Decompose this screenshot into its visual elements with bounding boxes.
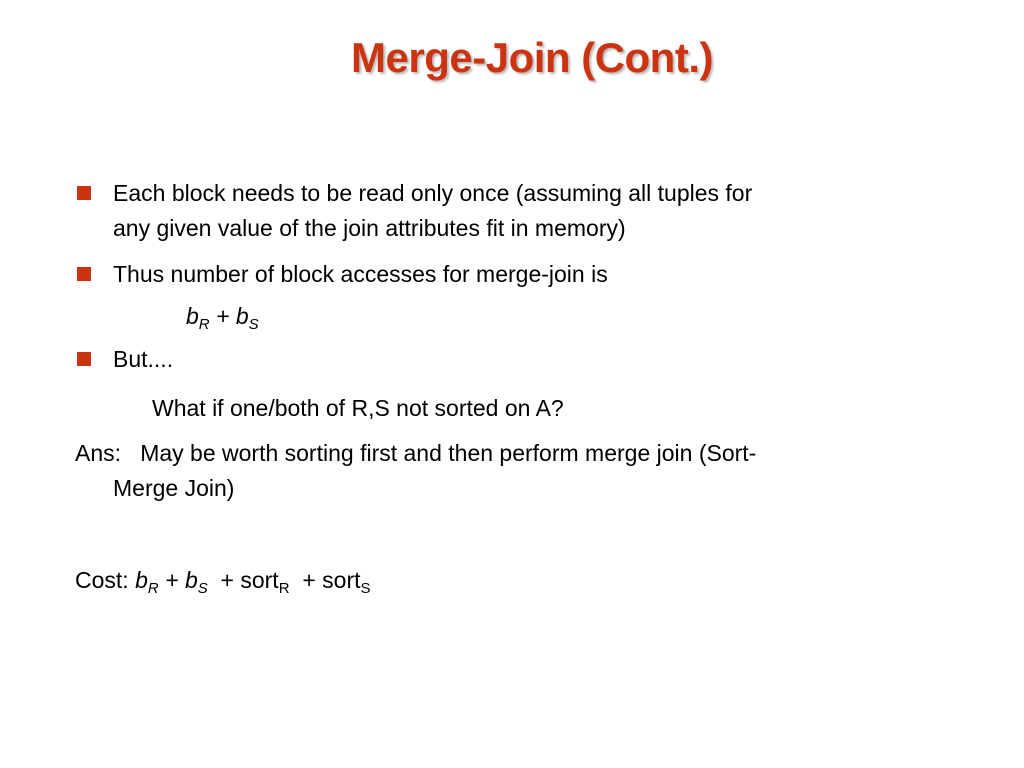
formula-b1: b bbox=[186, 303, 199, 329]
cost-op3: + sort bbox=[289, 567, 361, 593]
answer-line-2: Merge Join) bbox=[113, 475, 235, 501]
cost-formula bbox=[75, 564, 371, 597]
cost-op2: + sort bbox=[207, 567, 279, 593]
formula-block-accesses bbox=[186, 300, 259, 333]
formula-op1: + bbox=[209, 303, 236, 329]
bullet-square-icon bbox=[77, 352, 91, 366]
formula-b2: b bbox=[235, 303, 249, 329]
cost-b2: b bbox=[184, 567, 198, 593]
bullet-1-line-2: any given value of the join attributes fit in memory) bbox=[113, 215, 626, 241]
formula-sub1: R bbox=[198, 316, 210, 333]
bullet-square-icon bbox=[77, 186, 91, 200]
cost-label: Cost: bbox=[75, 567, 136, 593]
cost-sub2: S bbox=[197, 580, 208, 597]
bullet-square-icon bbox=[77, 267, 91, 281]
cost-sub1: R bbox=[147, 580, 159, 597]
cost-op1: + bbox=[158, 567, 185, 593]
question-text: What if one/both of R,S not sorted on A? bbox=[152, 395, 564, 421]
cost-sub4: S bbox=[360, 580, 371, 597]
slide-title: Merge-Join (Cont.) bbox=[351, 34, 713, 81]
bullet-2-line-1: Thus number of block accesses for merge-join is bbox=[113, 261, 608, 287]
answer-line-1: Ans: May be worth sorting first and then perform merge join (Sort- bbox=[75, 440, 757, 466]
cost-b1: b bbox=[135, 567, 148, 593]
formula-sub2: S bbox=[248, 316, 259, 333]
cost-sub3: R bbox=[278, 580, 290, 597]
bullet-1-line-1: Each block needs to be read only once (assuming all tuples for bbox=[113, 180, 753, 206]
bullet-3-line-1: But.... bbox=[113, 346, 174, 372]
